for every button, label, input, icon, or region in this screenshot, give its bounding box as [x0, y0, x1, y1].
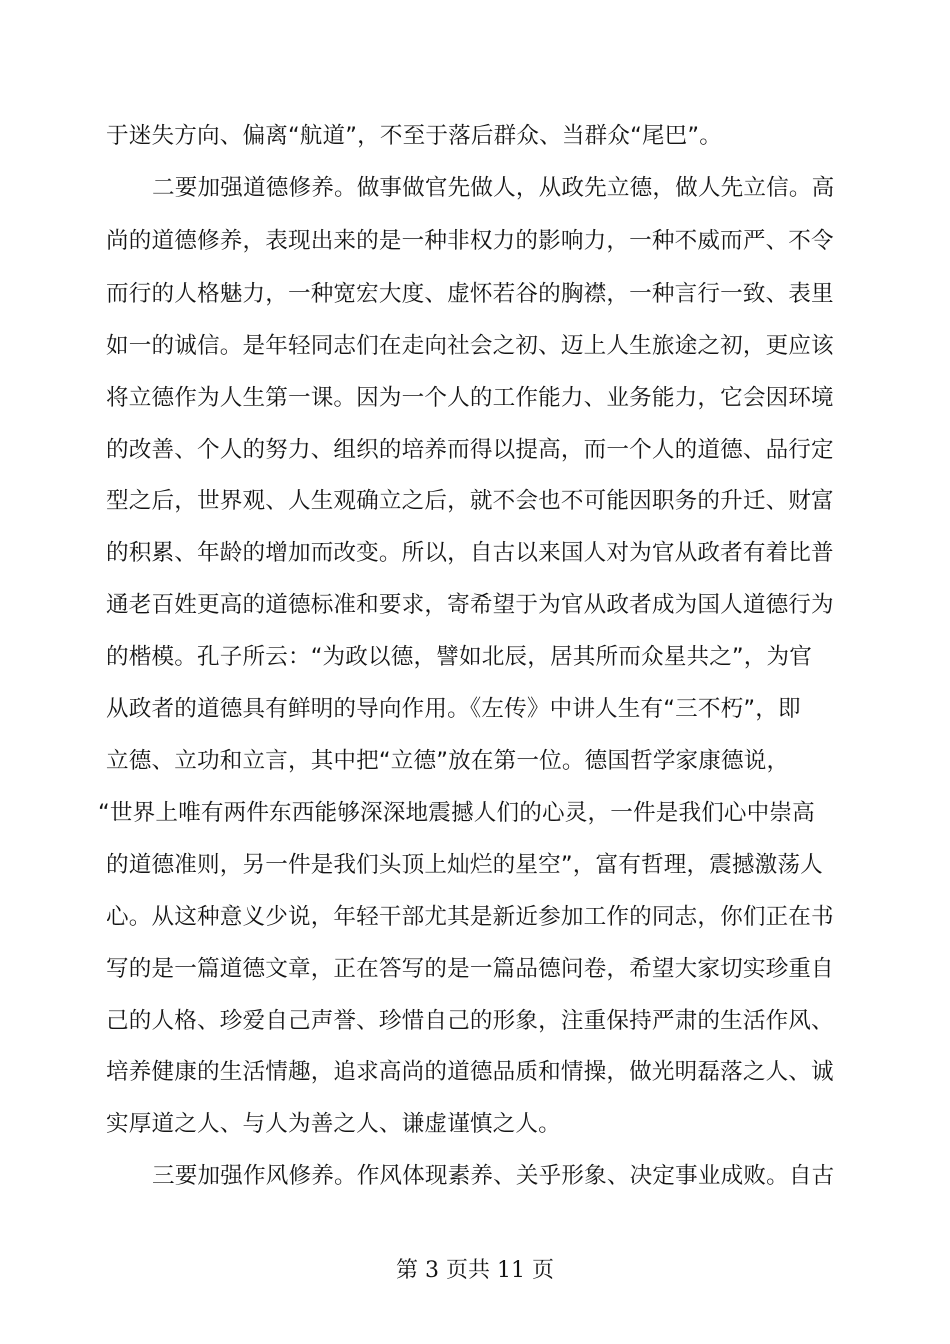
paragraph-line: 培养健康的生活情趣，追求高尚的道德品质和情操，做光明磊落之人、诚 — [106, 1059, 834, 1085]
paragraph-line: 心。从这种意义少说，年轻干部尤其是新近参加工作的同志，你们正在书 — [106, 904, 834, 930]
paragraph-line: 的改善、个人的努力、组织的培养而得以提高，而一个人的道德、品行定 — [106, 437, 834, 463]
paragraph-line: 二要加强道德修养。做事做官先做人，从政先立德，做人先立信。高 — [152, 175, 835, 201]
paragraph-line: 而行的人格魅力，一种宽宏大度、虚怀若谷的胸襟，一种言行一致、表里 — [106, 281, 834, 307]
paragraph-line: 将立德作为人生第一课。因为一个人的工作能力、业务能力，它会因环境 — [106, 385, 834, 411]
paragraph-line: 尚的道德修养，表现出来的是一种非权力的影响力，一种不威而严、不令 — [106, 228, 834, 254]
paragraph-line: 实厚道之人、与人为善之人、谦虚谨慎之人。 — [106, 1111, 561, 1137]
paragraph-line: 从政者的道德具有鲜明的导向作用。《左传》中讲人生有“三不朽”，即 — [106, 696, 801, 722]
paragraph-line: 的楷模。孔子所云：“为政以德，譬如北辰，居其所而众星共之”，为官 — [106, 644, 813, 670]
paragraph-line: 如一的诚信。是年轻同志们在走向社会之初、迈上人生旅途之初，更应该 — [106, 333, 834, 359]
paragraph-line: 的道德准则，另一件是我们头顶上灿烂的星空”，富有哲理，震撼激荡人 — [106, 852, 823, 878]
paragraph-line: “世界上唯有两件东西能够深深地震撼人们的心灵，一件是我们心中崇高 — [98, 800, 815, 826]
paragraph-line: 己的人格、珍爱自己声誉、珍惜自己的形象，注重保持严肃的生活作风、 — [106, 1008, 834, 1034]
page-number-footer: 第 3 页共 11 页 — [396, 1258, 554, 1283]
paragraph-line: 三要加强作风修养。作风体现素养、关乎形象、决定事业成败。自古 — [152, 1163, 835, 1189]
paragraph-line: 于迷失方向、偏离“航道”，不至于落后群众、当群众“尾巴”。 — [106, 123, 723, 149]
paragraph-line: 的积累、年龄的增加而改变。所以，自古以来国人对为官从政者有着比普 — [106, 540, 834, 566]
paragraph-line: 写的是一篇道德文章，正在答写的是一篇品德问卷，希望大家切实珍重自 — [106, 956, 834, 982]
paragraph-line: 通老百姓更高的道德标准和要求，寄希望于为官从政者成为国人道德行为 — [106, 592, 834, 618]
paragraph-line: 型之后，世界观、人生观确立之后，就不会也不可能因职务的升迁、财富 — [106, 488, 834, 514]
paragraph-line: 立德、立功和立言，其中把“立德”放在第一位。德国哲学家康德说， — [106, 748, 790, 774]
